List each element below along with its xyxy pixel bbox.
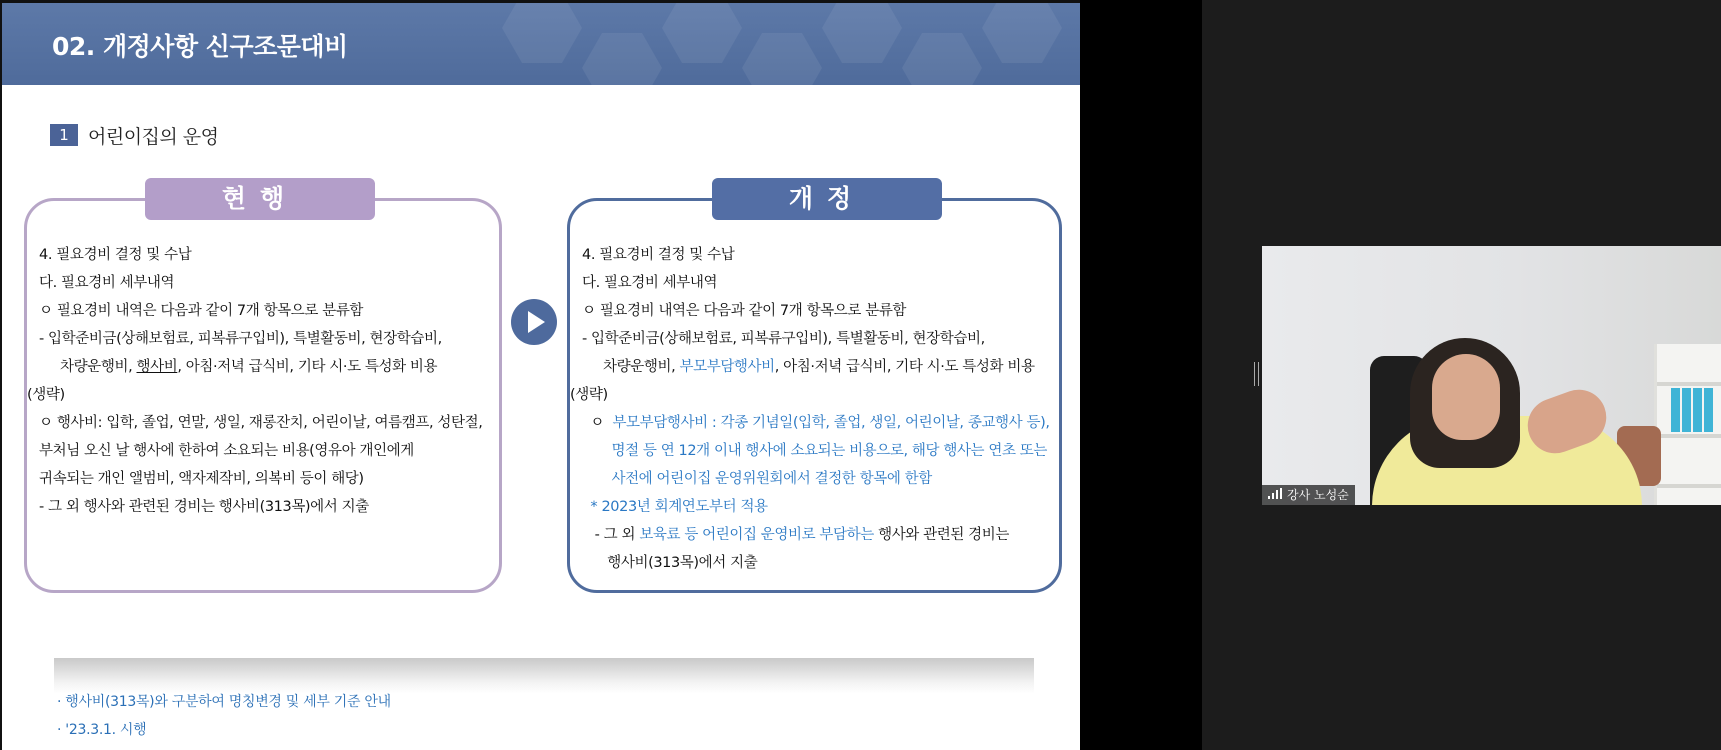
current-line: ㅇ 행사비: 입학, 졸업, 연말, 생일, 재롱잔치, 어린이날, 여름캠프, 성탄절, bbox=[39, 415, 483, 431]
revised-line bbox=[582, 521, 1053, 549]
revised-panel-text bbox=[570, 241, 1053, 577]
header-hex-decoration bbox=[902, 33, 982, 85]
revised-panel bbox=[567, 184, 1062, 593]
current-line: 다. 필요경비 세부내역 bbox=[39, 275, 175, 291]
current-line-part: 차량운행비, bbox=[39, 359, 137, 375]
revised-line-part: 차량운행비, bbox=[582, 359, 680, 375]
current-panel-text bbox=[27, 241, 493, 521]
section-heading bbox=[50, 123, 219, 147]
note-item: · 행사비(313목)와 구분하여 명칭변경 및 세부 기준 안내 bbox=[57, 694, 391, 710]
current-line: - 그 외 행사와 관련된 경비는 행사비(313목)에서 지출 bbox=[39, 499, 369, 515]
header-hex-decoration bbox=[742, 33, 822, 85]
note-divider-bar bbox=[54, 658, 1034, 694]
section-label: 어린이집의 운영 bbox=[88, 125, 219, 148]
revised-line: * 2023년 회계연도부터 적용 bbox=[582, 499, 768, 515]
screen-share-padding bbox=[1080, 0, 1202, 750]
current-line bbox=[39, 353, 493, 381]
section-number: 1 bbox=[50, 124, 78, 146]
highlighted-text: 보육료 등 어린이집 운영비로 부담하는 bbox=[639, 527, 874, 543]
current-panel-header: 현행 bbox=[145, 178, 375, 220]
participant-name: 강사 노성순 bbox=[1287, 488, 1349, 502]
underlined-term: 행사비 bbox=[136, 359, 178, 375]
current-line: 귀속되는 개인 앨범비, 액자제작비, 의복비 등이 해당) bbox=[39, 471, 364, 487]
shelf-binder bbox=[1682, 388, 1691, 432]
shelf-board bbox=[1657, 484, 1721, 488]
participant-name-tag bbox=[1262, 485, 1355, 505]
header-hex-decoration bbox=[662, 3, 742, 63]
revised-line: (생략) bbox=[570, 387, 608, 403]
play-arrow-icon bbox=[511, 299, 557, 345]
video-person-face bbox=[1432, 354, 1500, 440]
header-hex-decoration bbox=[582, 33, 662, 85]
shelf-binder bbox=[1704, 388, 1713, 432]
revised-line: 명절 등 연 12개 이내 행사에 소요되는 비용으로, 해당 행사는 연초 또는 bbox=[582, 443, 1048, 459]
slide-title: 02. 개정사항 신구조문대비 bbox=[52, 32, 348, 61]
slide-header bbox=[2, 3, 1080, 85]
current-line: - 입학준비금(상해보험료, 피복류구입비), 특별활동비, 현장학습비, bbox=[39, 331, 442, 347]
revised-line: - 입학준비금(상해보험료, 피복류구입비), 특별활동비, 현장학습비, bbox=[582, 331, 985, 347]
revised-line-part: , 아침·저녁 급식비, 기타 시·도 특성화 비용 bbox=[774, 359, 1035, 375]
revised-line bbox=[582, 409, 1053, 437]
video-bookshelf bbox=[1654, 344, 1721, 505]
shelf-binder bbox=[1693, 388, 1702, 432]
shelf-board bbox=[1657, 382, 1721, 386]
highlighted-term: 부모부담행사비 bbox=[679, 359, 775, 375]
current-line-part: , 아침·저녁 급식비, 기타 시·도 특성화 비용 bbox=[177, 359, 438, 375]
header-hex-decoration bbox=[982, 3, 1062, 63]
shelf-board bbox=[1657, 434, 1721, 438]
shelf-binder bbox=[1671, 388, 1680, 432]
revised-line: 4. 필요경비 결정 및 수납 bbox=[582, 247, 735, 263]
current-panel bbox=[24, 184, 502, 593]
revised-panel-header: 개정 bbox=[712, 178, 942, 220]
revised-line bbox=[582, 353, 1053, 381]
revised-line-part: 행사와 관련된 경비는 bbox=[873, 527, 1009, 543]
highlighted-text: 부모부담행사비 : 각종 기념일(입학, 졸업, 생일, 어린이날, 종교행사 등), bbox=[612, 415, 1050, 431]
signal-icon bbox=[1268, 485, 1282, 505]
revised-line: 행사비(313목)에서 지출 bbox=[582, 555, 758, 571]
participant-video-tile[interactable] bbox=[1262, 246, 1721, 505]
revised-line-part: ㅇ bbox=[582, 415, 613, 431]
revised-line: ㅇ 필요경비 내역은 다음과 같이 7개 항목으로 분류함 bbox=[582, 303, 907, 319]
revised-line: 다. 필요경비 세부내역 bbox=[582, 275, 718, 291]
revised-line: 사전에 어린이집 운영위원회에서 결정한 항목에 한함 bbox=[582, 471, 932, 487]
note-item: · '23.3.1. 시행 bbox=[57, 722, 147, 738]
header-hex-decoration bbox=[822, 3, 902, 63]
current-line: (생략) bbox=[27, 387, 65, 403]
current-line: ㅇ 필요경비 내역은 다음과 같이 7개 항목으로 분류함 bbox=[39, 303, 364, 319]
panel-resize-handle[interactable] bbox=[1254, 362, 1259, 386]
current-line: 부처님 오신 날 행사에 한하여 소요되는 비용(영유아 개인에게 bbox=[39, 443, 414, 459]
current-line: 4. 필요경비 결정 및 수납 bbox=[39, 247, 192, 263]
header-hex-decoration bbox=[502, 3, 582, 63]
revised-line-part: - 그 외 bbox=[582, 527, 640, 543]
